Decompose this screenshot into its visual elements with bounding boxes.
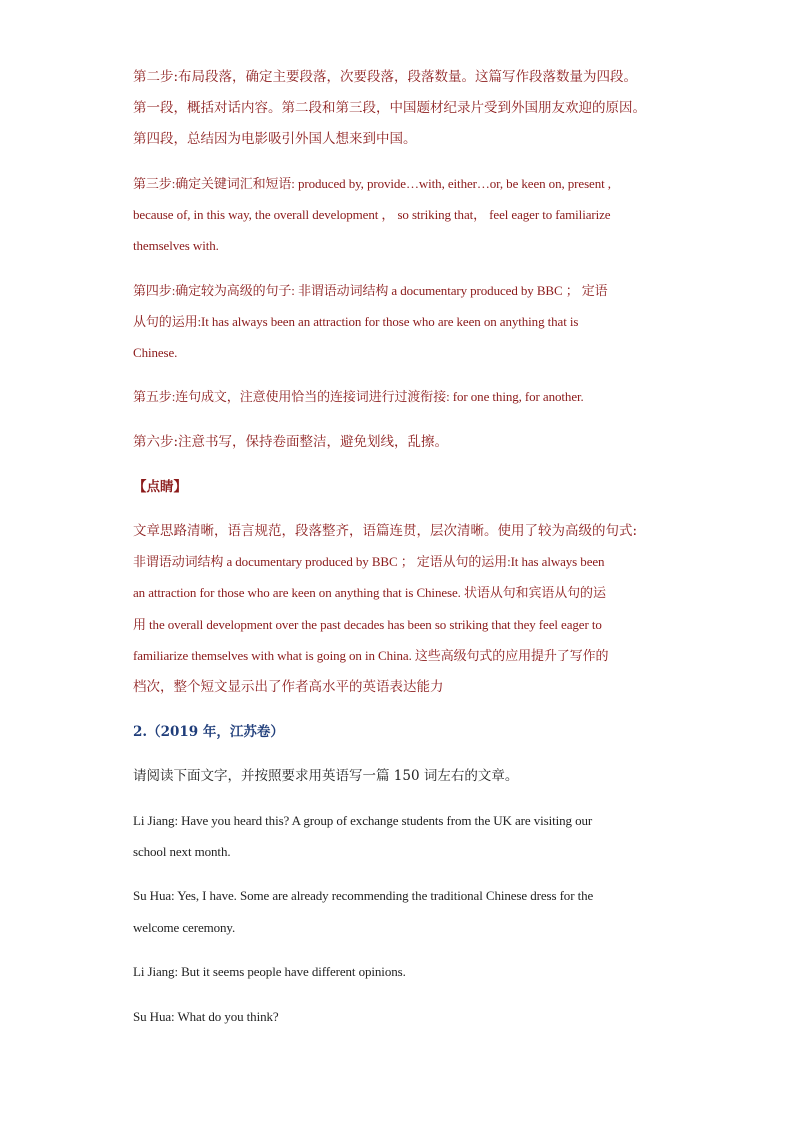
question-title: 2.（2019 年，江苏卷）	[133, 724, 284, 740]
step4-line-1: 第四步:确定较为高级的句子: 非谓语动词结构 a documentary produced by BBC ； 定语	[133, 283, 608, 298]
highlight-line-2: 非谓语动词结构 a documentary produced by BBC ； 定语从句的运用:It has always been	[133, 554, 605, 569]
step2-line-1: 第二步:布局段落，确定主要段落，次要段落，段落数量。这篇写作段落数量为四段。	[133, 69, 638, 85]
dialogue-line-3: Su Hua: Yes, I have. Some are already recommending the traditional Chinese dress for the	[133, 888, 594, 903]
highlight-heading: 【点睛】	[133, 479, 187, 495]
highlight-line-4: 用 the overall development over the past decades has been so striking that they feel eager to	[133, 617, 602, 632]
highlight-line-6: 档次，整个短文显示出了作者高水平的英语表达能力	[133, 679, 444, 695]
highlight-line-1: 文章思路清晰，语言规范，段落整齐，语篇连贯，层次清晰。使用了较为高级的句式:	[133, 523, 638, 539]
step6-line: 第六步:注意书写，保持卷面整洁，避免划线，乱擦。	[133, 434, 449, 450]
question-instruction: 请阅读下面文字，并按照要求用英语写一篇 150 词左右的文章。	[133, 768, 519, 784]
step4-line-2: 从句的运用:It has always been an attraction for those who are keen on anything that is	[133, 314, 579, 329]
dialogue-line-5: Li Jiang: But it seems people have different opinions.	[133, 964, 406, 979]
step4-line-3: Chinese.	[133, 345, 178, 360]
step2-line-3: 第四段，总结因为电影吸引外国人想来到中国。	[133, 131, 417, 147]
step5-line: 第五步:连句成文，注意使用恰当的连接词进行过渡衔接: for one thing, for another.	[133, 389, 584, 404]
highlight-line-5: familiarize themselves with what is going on in China. 这些高级句式的应用提升了写作的	[133, 648, 609, 663]
step2-line-2: 第一段，概括对话内容。第二段和第三段，中国题材纪录片受到外国朋友欢迎的原因。	[133, 100, 646, 116]
step3-line-1: 第三步:确定关键词汇和短语: produced by, provide…with, either…or, be keen on, present ,	[133, 176, 611, 191]
dialogue-line-4: welcome ceremony.	[133, 920, 236, 935]
dialogue-line-6: Su Hua: What do you think?	[133, 1009, 279, 1024]
highlight-line-3: an attraction for those who are keen on anything that is Chinese. 状语从句和宾语从句的运	[133, 585, 606, 600]
step3-line-3: themselves with.	[133, 238, 219, 253]
dialogue-line-2: school next month.	[133, 844, 231, 859]
step3-line-2: because of, in this way, the overall development ， so striking that， feel eager to familiarize	[133, 207, 611, 222]
dialogue-line-1: Li Jiang: Have you heard this? A group of exchange students from the UK are visiting our	[133, 813, 593, 828]
